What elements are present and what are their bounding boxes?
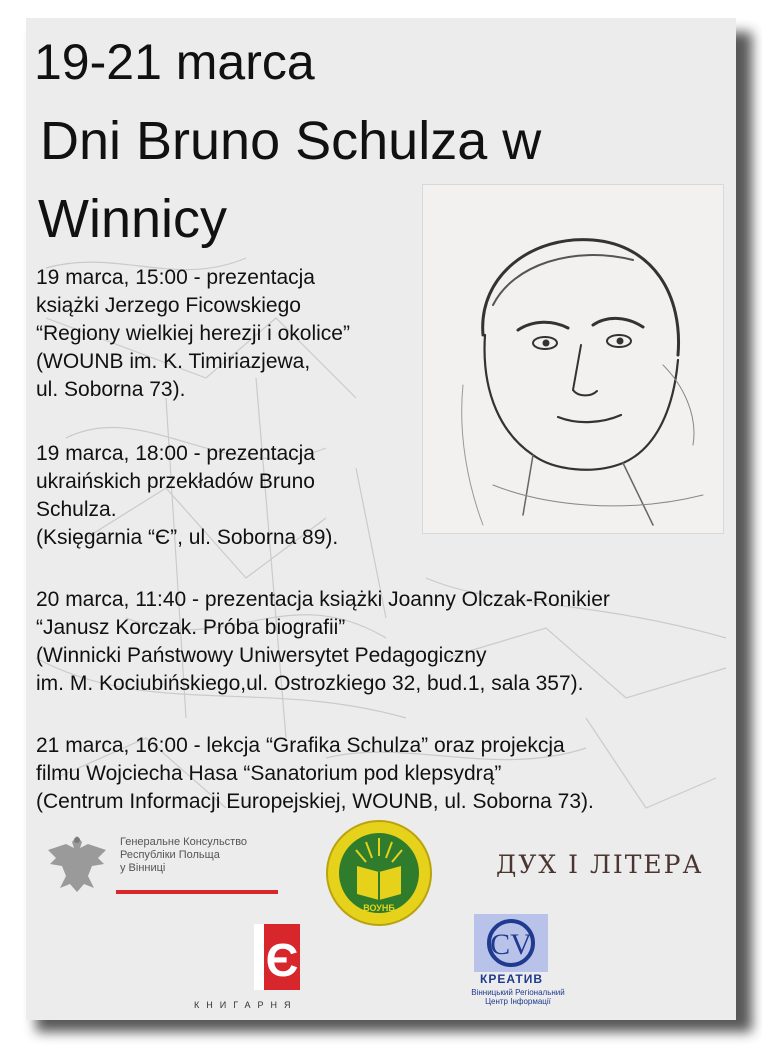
event-4-line: filmu Wojciecha Hasa “Sanatorium pod klepsydrą” [36,762,502,785]
event-2-line: 19 marca, 18:00 - prezentacja [36,442,315,465]
consulate-line: Генеральне Консульство [120,836,248,848]
kreatyv-name: КРЕАТИВ [480,972,544,986]
kreatyv-sub-line: Вінницький Регіональний [471,988,565,997]
event-1-line: (WOUNB im. K. Timiriazjewa, [36,350,311,373]
schulz-portrait [422,184,724,534]
event-2-line: Schulza. [36,498,117,521]
kreatyv-mark: CV [490,928,532,961]
polish-eagle-emblem-icon [42,830,112,896]
wounb-bottom-text: ім. К.А. Тімірязєва [357,916,401,922]
event-4-line: 21 marca, 16:00 - lekcja “Grafika Schulza” oraz projekcja [36,734,565,757]
wounb-top-text: ВОУНБ [363,903,395,913]
consulate-line: Республіки Польща [120,849,220,861]
kreatyv-sub-line: Центр Інформації [485,997,551,1006]
event-2-line: ukraińskich przekładów Bruno [36,470,315,493]
kreatyv-subtitle [458,988,578,1006]
event-3-line: (Winnicki Państwowy Uniwersytet Pedagogiczny [36,644,487,667]
event-1-line: ul. Soborna 73). [36,378,186,401]
event-2-line: (Księgarnia “Є”, ul. Soborna 89). [36,526,339,549]
event-1-line: “Regiony wielkiej herezji i okolice” [36,322,350,345]
consulate-red-divider [116,890,278,894]
event-2 [36,440,338,552]
event-1 [36,264,350,404]
wounb-library-logo [324,818,434,928]
knyharnia-letter: Є [265,934,299,986]
event-3-line: “Janusz Korczak. Próba biografii” [36,616,346,639]
event-4 [36,732,594,816]
event-4-line: (Centrum Informacji Europejskiej, WOUNB, ul. Soborna 73). [36,790,594,813]
poster-title-line-2: Winnicy [38,189,228,249]
knyharnia-ye-logo [254,924,300,990]
duh-i-litera-logo: ДУХ І ЛІТЕРА [496,850,704,879]
poster-title-line-1: Dni Bruno Schulza w [40,111,542,171]
poster [26,18,736,1020]
consulate-name [120,836,247,875]
event-3 [36,586,610,698]
knyharnia-label: КНИГАРНЯ [194,1000,298,1010]
event-3-line: 20 marca, 11:40 - prezentacja książki Joanny Olczak-Ronikier [36,588,610,611]
event-3-line: im. M. Kociubińskiego,ul. Ostrozkiego 32, bud.1, sala 357). [36,672,584,695]
event-1-line: książki Jerzego Ficowskiego [36,294,301,317]
kreatyv-logo [474,914,548,972]
consulate-line: у Вінниці [120,862,166,874]
event-dates: 19-21 marca [34,34,315,90]
event-1-line: 19 marca, 15:00 - prezentacja [36,266,315,289]
